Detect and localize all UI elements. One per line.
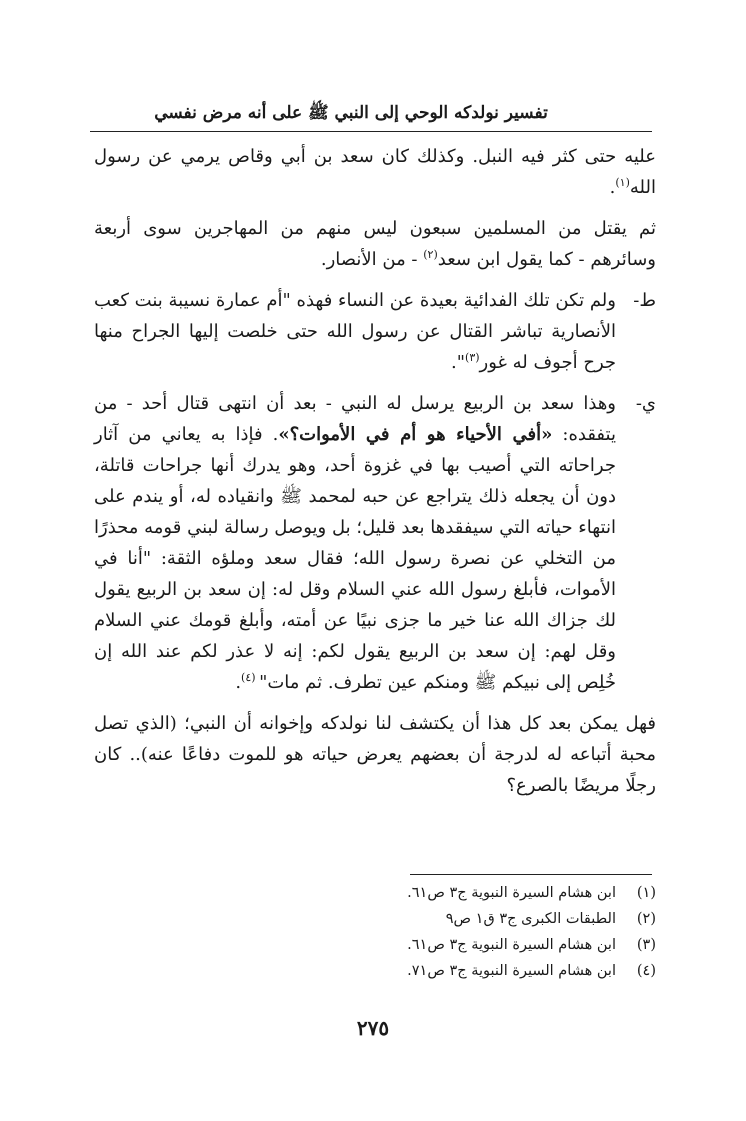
footnote-ref-2[interactable]: (٢) <box>423 248 438 261</box>
header-divider <box>90 131 652 132</box>
footnote-number: (٣) <box>636 937 656 953</box>
list-item-ya <box>94 388 656 698</box>
paragraph-2-text: ثم يقتل من المسلمين سبعون ليس منهم من المهاجرين سوى أربعة وسائرهم - كما يقول ابن سعد <box>94 218 656 270</box>
list-marker-ta: ط- <box>633 290 656 311</box>
main-text <box>94 141 656 801</box>
footnote <box>94 932 656 958</box>
list-marker-ya: ي- <box>635 393 656 414</box>
footnote-text: ابن هشام السيرة النبوية ج٣ ص٧١. <box>407 963 616 979</box>
footnote <box>94 906 656 932</box>
paragraph-1-text: عليه حتى كثر فيه النبل. وكذلك كان سعد بن أبي وقاص يرمي عن رسول الله <box>94 146 656 198</box>
list-item-ta-text: ولم تكن تلك الفدائية بعيدة عن النساء فهذه "أم عمارة نسيبة بنت كعب الأنصارية تباشر القتال عن رسول الله حتى خلصت إليها الجراح منها جرح أجوف له غور$^{(٣)}$". <box>94 290 616 373</box>
footnote-number: (١) <box>636 885 656 901</box>
footnote-ref-1[interactable]: (١) <box>615 176 630 189</box>
footnote-number: (٤) <box>636 963 656 979</box>
footnote-ref-3[interactable]: (٣) <box>465 351 480 364</box>
footnote-text: ابن هشام السيرة النبوية ج٣ ص٦١. <box>407 937 616 953</box>
footnote <box>94 958 656 984</box>
footnote-text: الطبقات الكبرى ج٣ ق١ ص٩ <box>445 911 616 927</box>
list-item-ta <box>94 285 656 378</box>
running-header: تفسير نولدكه الوحي إلى النبي ﷺ على أنه مرض نفسي <box>154 103 548 123</box>
paragraph-3: فهل يمكن بعد كل هذا أن يكتشف لنا نولدكه وإخوانه أن النبي؛ (الذي تصل محبة أتباعه له لدرجة أن بعضهم يعرض حياته هو للموت دفاعًا عنه).. كان رجلًا مريضًا بالصرع؟ <box>94 713 656 796</box>
footnote <box>94 880 656 906</box>
footnotes <box>94 880 656 984</box>
quoted-question: «أفي الأحياء هو أم في الأموات؟» <box>278 424 553 445</box>
list-item-ya-text: وهذا سعد بن الربيع يرسل له النبي - بعد أن انتهى قتال أحد - من يتفقده: «أفي الأحياء هو أم في الأموات؟». فإذا به يعاني من آثار جراحاته التي أصيب بها في غزوة أحد، وهو يدرك أنها جراحات قاتلة، دون أن يجعله ذلك يتراجع عن حبه لمحمد ﷺ وانقياده له، أو يندم على انتهاء حياته التي سيفقدها بعد قليل؛ بل ويوصل رسالة لبني قومه محذرًا من التخلي عن نصرة رسول الله؛ فقال سعد وملؤه الثقة: "أنا في الأموات، فأبلغ رسول الله عني السلام وقل له: إن سعد بن الربيع يقول لك جزاك الله عنا خير ما جزى نبيًا عن أمته، وأبلغ قومك عني السلام وقل لهم: إن سعد بن الربيع يقول لكم: إنه لا عذر لكم عند الله إن خُلِص إلى نبيكم ﷺ ومنكم عين تطرف. ثم مات" $^{(٤)}$. <box>94 393 616 693</box>
page-number: ٢٧٥ <box>356 1016 390 1040</box>
footnote-ref-4[interactable]: (٤) <box>241 671 260 684</box>
paragraph-2: ثم يقتل من المسلمين سبعون ليس منهم من المهاجرين سوى أربعة وسائرهم - كما يقول ابن سعد$^{(٢)}$ - من الأنصار. <box>94 218 656 270</box>
paragraph-1: عليه حتى كثر فيه النبل. وكذلك كان سعد بن أبي وقاص يرمي عن رسول الله$^{(١)}$. <box>94 146 656 198</box>
footnote-number: (٢) <box>636 911 656 927</box>
footnote-text: ابن هشام السيرة النبوية ج٣ ص٦١. <box>407 885 616 901</box>
footnote-divider <box>410 874 652 875</box>
